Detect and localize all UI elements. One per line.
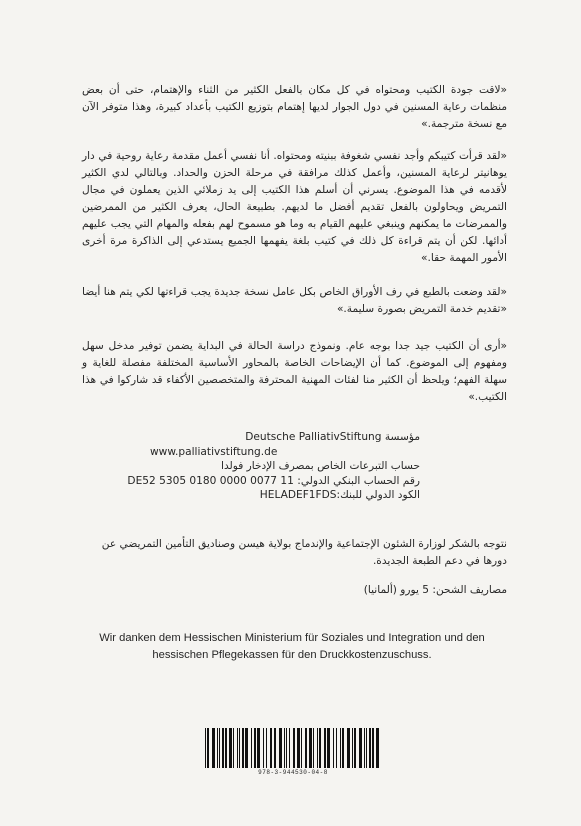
foundation-name-ar: مؤسسة (384, 431, 420, 443)
iban-label: رقم الحساب البنكي الدولي: (297, 474, 420, 487)
quote-4-text: «أرى أن الكتيب جيد جدا بوجه عام. ونموذج دراسة الحالة في البداية يضمن توفير مدخل سهل ومفهوم إلى الموضوع. كما أن الإيضاحات الخاصة بالمحاور الأساسية المختلفة مفصلة للغاية و سهلة الفهم؛ ويلحظ أن الكثير منا لفئات المهنية المحترفة والمتخصصين الأكفاء قد شاركوا في هذا الكتيب.» (82, 340, 507, 403)
shipping-cost (82, 582, 507, 599)
foundation-website: www.palliativstiftung.de (150, 445, 278, 458)
quote-2-text: «لقد قرأت كتيبكم وأجد نفسي شغوفة ببنيته ومحتواه. أنا نفسي أعمل مقدمة رعاية روحية في دار يوهانيتر لرعاية المسنين، وأعمل كذلك مرافقة في مرحلة الحزن والحداد. وبالتالي لدي الكثير لأقدمه في هذا الموضوع. يسرني أن أسلم هذا الكتيب إلى يد زملائي الذين يعملون في مجال التمريض ويحاولون بالفعل تقديم أفضل ما لديهم. بطبيعة الحال، يعرف الكثير من الممرضين والممرضات ما يمكنهم وينبغي عليهم القيام به وما هو مسموح لهم بفعله والمهام التي يجب عليهم أدائها. لكن أن يتم قراءة كل ذلك في كتيب بلغة يفهمها الجميع يستدعي إلى الذاكرة مرة أخرى الأمور المهمة حقا.» (82, 150, 507, 264)
bic-value: HELADEF1FDS (259, 489, 337, 501)
quote-4 (82, 338, 507, 406)
quote-1 (82, 82, 507, 133)
iban-line (127, 474, 420, 489)
quote-3-text: «لقد وضعت بالطبع في رف الأوراق الخاص بكل عامل نسخة جديدة يجب قراءتها لكي يتم هنا أيضا «تقديم خدمة التمريض بصورة سليمة.» (82, 286, 507, 315)
isbn-barcode (203, 728, 383, 768)
isbn-number: 978-3-944530-04-8 (258, 769, 328, 776)
quote-3 (82, 284, 507, 318)
donation-account-label: حساب التبرعات الخاص بمصرف الإدخار فولدا (221, 460, 420, 472)
shipping-cost-text: مصاريف الشحن: 5 يورو (ألمانيا) (363, 584, 507, 596)
foundation-name-line (150, 430, 420, 445)
thanks-arabic (82, 536, 507, 570)
quote-2 (82, 148, 507, 267)
barcode-block (203, 728, 383, 776)
bic-label: الكود الدولي للبنك: (336, 489, 420, 501)
thanks-german: Wir danken dem Hessischen Ministerium für Soziales und Integration und den hessischen Pflegekassen für den Druckkostenzuschuss. (99, 632, 485, 661)
iban-value: DE52 5305 0180 0000 0077 11 (127, 474, 294, 487)
thanks-arabic-text: نتوجه بالشكر لوزارة الشئون الإجتماعية والإندماج بولاية هيسن وصناديق التأمين التمريضي عن دورها في دعم الطبعة الجديدة. (101, 538, 507, 567)
bic-line (150, 488, 420, 503)
quote-1-text: «لاقت جودة الكتيب ومحتواه في كل مكان بالفعل الكثير من الثناء والإهتمام، حتى أن بعض منظمات رعاية المسنين في دول الجوار لديها إهتمام بتوزيع الكتيب بأعداد كبيرة، وهذا متوفر الآن مع نسخة مترجمة.» (82, 84, 507, 130)
foundation-info (127, 430, 420, 503)
foundation-name: Deutsche PalliativStiftung (245, 431, 382, 443)
